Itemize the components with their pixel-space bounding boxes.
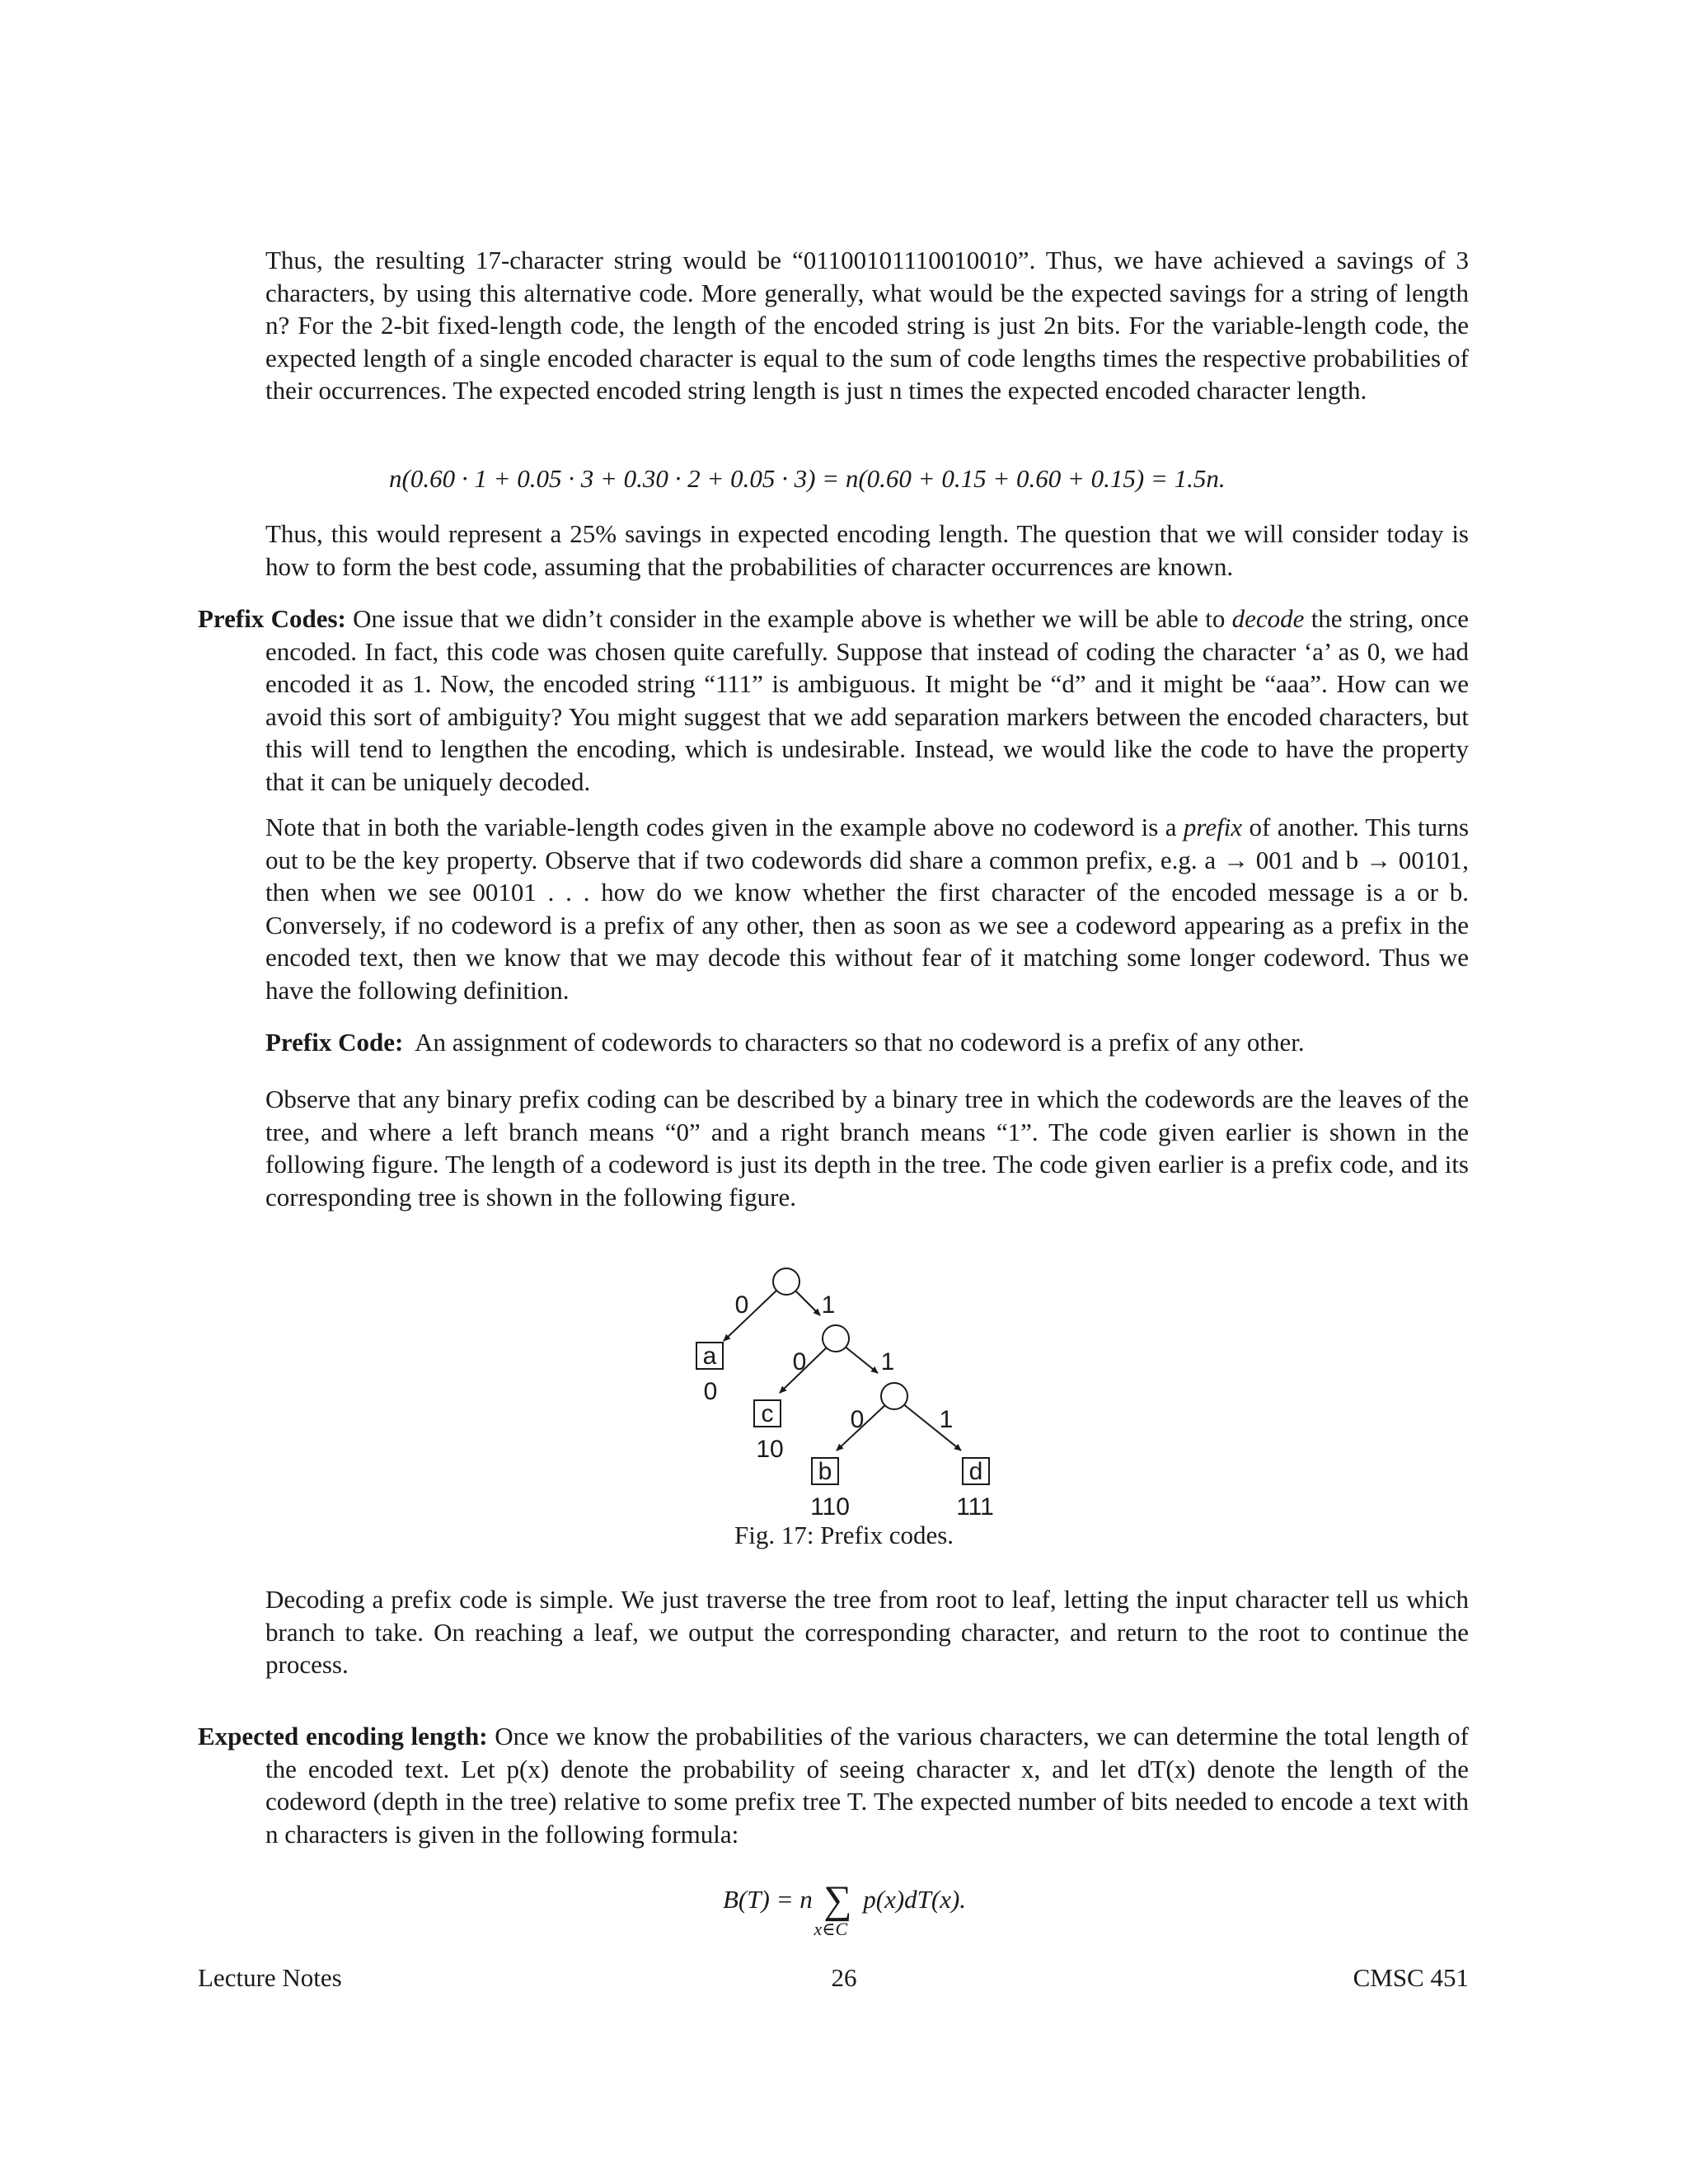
decode-emphasis: decode bbox=[1231, 604, 1305, 633]
edge-label-n1-right: 1 bbox=[880, 1348, 895, 1376]
edge-label-root-left: 0 bbox=[734, 1291, 749, 1319]
internal-node-2 bbox=[881, 1383, 907, 1409]
internal-node-1 bbox=[823, 1325, 849, 1352]
prefix-p1-a: One issue that we didn’t consider in the example above is whether we will be able to bbox=[353, 604, 1226, 633]
edge-label-n1-left: 0 bbox=[792, 1348, 807, 1376]
leaf-label-a: a bbox=[702, 1343, 717, 1370]
decoding-paragraph: Decoding a prefix code is simple. We just traverse the tree from root to leaf, letting the input character tell us which branch to take. On reaching a leaf, we output the corresponding character, and return to the root to continue the process. bbox=[265, 1585, 1469, 1680]
edge-label-root-right: 1 bbox=[821, 1291, 836, 1319]
footer-right: CMSC 451 bbox=[1353, 1963, 1469, 1992]
summation-subscript: x∈C bbox=[814, 1919, 848, 1939]
edge-label-n2-right: 1 bbox=[939, 1406, 954, 1433]
edge-label-n2-left: 0 bbox=[850, 1406, 865, 1433]
expected-encoding-heading: Expected encoding length: bbox=[198, 1722, 488, 1750]
leaf-code-a: 0 bbox=[703, 1378, 718, 1405]
intro-paragraph: Thus, the resulting 17-character string would be “01100101110010010”. Thus, we have achieved a savings of 3 characters, by using this alternative code. More generally, what would be the expected savings for a string of length n? For the 2-bit fixed-length code, the length of the encoded string is just 2n bits. For the variable-length code, the expected length of a single encoded character is equal to the sum of code lengths times the respective probabilities of their occurrences. The expected encoded string length is just n times the expected encoded character length. bbox=[265, 246, 1469, 405]
expected-encoding-text: Once we know the probabilities of the various characters, we can determine the total length of the encoded text. Let p(x) denote the probability of seeing character x, and let dT(x) denote the length of the codeword (depth in the tree) relative to some prefix tree T. The expected number of bits needed to encode a text with n characters is given in the following formula: bbox=[265, 1722, 1469, 1849]
summation-symbol: ∑ bbox=[823, 1878, 852, 1922]
prefix-p1-b: the string, once encoded. In fact, this code was chosen quite carefully. Suppose that instead of coding the character ‘a’ as 0, we had encoded it as 1. Now, the encoded string “111” is ambiguous. It might be “d” and it might be “aaa”. How can we avoid this sort of ambiguity? You might suggest that we add separation markers between the encoded characters, but this will tend to lengthen the encoding, which is undesirable. Instead, we would like the code to have the property that it can be uniquely decoded. bbox=[265, 604, 1470, 796]
leaf-label-c: c bbox=[761, 1400, 774, 1427]
prefix-emphasis: prefix bbox=[1183, 813, 1243, 841]
expected-length-equation: n(0.60 · 1 + 0.05 · 3 + 0.30 · 2 + 0.05 · 3) = n(0.60 + 0.15 + 0.60 + 0.15) = 1.5n. bbox=[389, 464, 1226, 493]
leaf-code-c: 10 bbox=[756, 1436, 784, 1463]
leaf-label-d: d bbox=[968, 1458, 983, 1485]
formula-rhs: p(x)dT(x). bbox=[863, 1885, 967, 1914]
figure-caption: Fig. 17: Prefix codes. bbox=[734, 1521, 954, 1549]
definition-heading: Prefix Code: bbox=[265, 1028, 404, 1057]
prefix-codes-heading: Prefix Codes: bbox=[198, 604, 346, 633]
edge-n1-n2 bbox=[844, 1346, 878, 1373]
root-node bbox=[773, 1268, 799, 1295]
prefix-p2-b: of another. This turns out to be the key property. Observe that if two codewords did share a common prefix, e.g. a → 001 and b → 00101, then when we see 00101 . . . how do we know whether the first character of the encoded message is a or b. Conversely, if no codeword is a prefix of any other, then as soon as we see a codeword appearing as a prefix in the encoded text, then we know that we may decode this without fear of it matching some longer codeword. Thus we have the following definition. bbox=[265, 813, 1470, 1005]
bits-formula bbox=[723, 1872, 967, 1939]
edge-root-a bbox=[724, 1290, 777, 1341]
leaf-code-b: 110 bbox=[810, 1493, 850, 1521]
edge-root-n1 bbox=[795, 1290, 820, 1315]
savings-paragraph: Thus, this would represent a 25% savings in expected encoding length. The question that we will consider today is how to form the best code, assuming that the probabilities of character occurrences are known. bbox=[265, 519, 1469, 581]
expected-encoding-paragraph bbox=[198, 1720, 1469, 1850]
footer-left: Lecture Notes bbox=[198, 1963, 342, 1992]
leaf-label-b: b bbox=[818, 1458, 832, 1485]
definition-text: An assignment of codewords to characters so that no codeword is a prefix of any other. bbox=[415, 1028, 1305, 1057]
binary-tree-paragraph: Observe that any binary prefix coding can be described by a binary tree in which the codewords are the leaves of the tree, and where a left branch means “0” and a right branch means “1”. The code given earlier is shown in the following figure. The length of a codeword is just its depth in the tree. The code given earlier is a prefix code, and its corresponding tree is shown in the following figure. bbox=[265, 1085, 1469, 1212]
formula-lhs: B(T) = n bbox=[723, 1885, 813, 1914]
leaf-code-d: 111 bbox=[956, 1493, 994, 1521]
prefix-p2-a: Note that in both the variable-length codes given in the example above no codeword is a bbox=[265, 813, 1177, 841]
page-number: 26 bbox=[831, 1963, 857, 1992]
